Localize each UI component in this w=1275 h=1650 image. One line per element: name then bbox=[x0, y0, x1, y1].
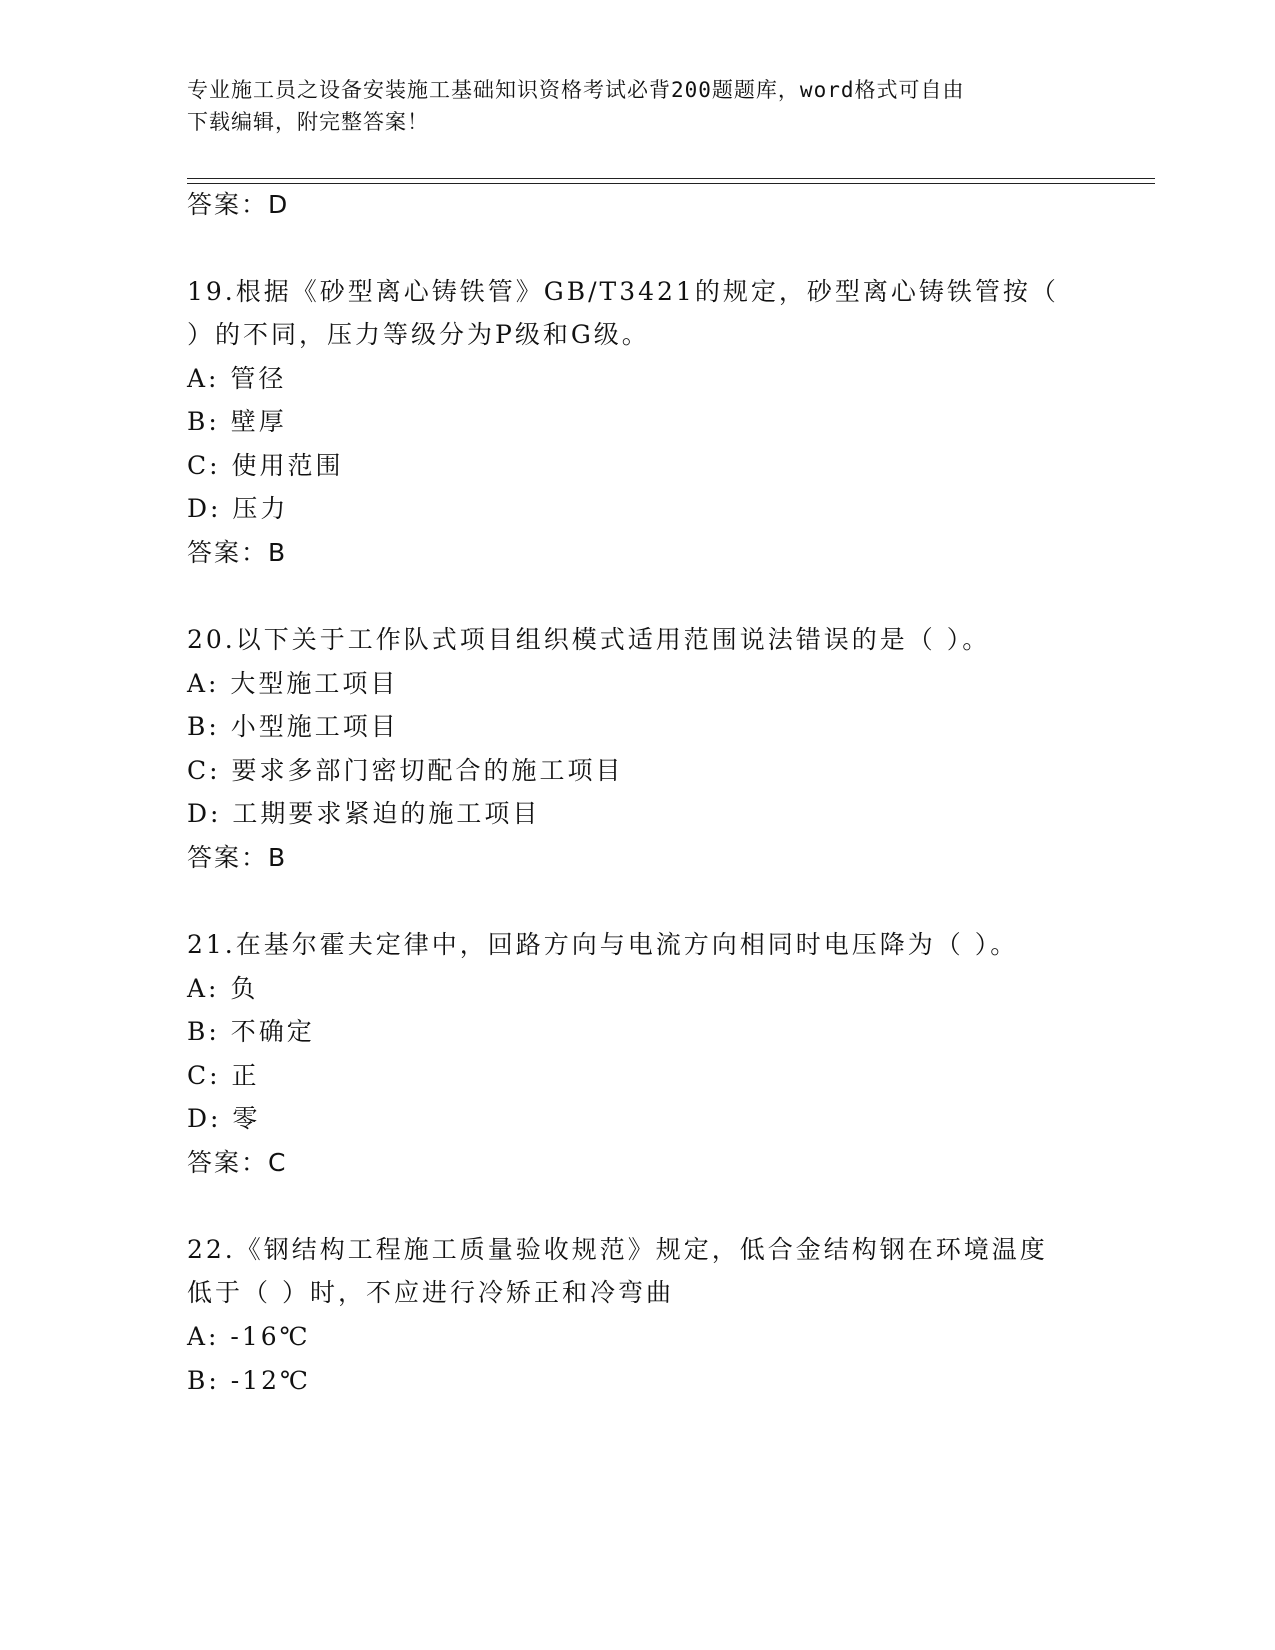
question-21-option-a: A: 负 bbox=[187, 974, 259, 1003]
question-19-option-d: D: 压力 bbox=[187, 494, 289, 523]
question-21-answer: 答案：C bbox=[187, 1148, 288, 1177]
answer-label: 答案：D bbox=[187, 190, 290, 219]
question-21-option-b: B: 不确定 bbox=[187, 1017, 315, 1046]
header-line-1: 专业施工员之设备安装施工基础知识资格考试必背200题题库，word格式可自由 bbox=[187, 78, 965, 102]
question-20-option-d: D: 工期要求紧迫的施工项目 bbox=[187, 799, 541, 828]
question-22-stem-line-1: 22.《钢结构工程施工质量验收规范》规定，低合金结构钢在环境温度 bbox=[187, 1235, 1048, 1264]
question-19-stem-line-2: ）的不同，压力等级分为P级和G级。 bbox=[187, 320, 650, 349]
question-21-stem-line-1: 21.在基尔霍夫定律中，回路方向与电流方向相同时电压降为（ ）。 bbox=[187, 930, 1019, 959]
question-20-option-a: A: 大型施工项目 bbox=[187, 669, 399, 698]
question-19-option-b: B: 壁厚 bbox=[187, 407, 287, 436]
question-22-option-a: A: -16℃ bbox=[187, 1322, 311, 1351]
header-line-2: 下载编辑，附完整答案！ bbox=[187, 110, 429, 134]
question-20-option-b: B: 小型施工项目 bbox=[187, 712, 399, 741]
question-20-option-c: C: 要求多部门密切配合的施工项目 bbox=[187, 756, 624, 785]
question-19-option-a: A: 管径 bbox=[187, 364, 287, 393]
question-22-stem-line-2: 低于（ ）时，不应进行冷矫正和冷弯曲 bbox=[187, 1278, 674, 1307]
question-20-answer: 答案：B bbox=[187, 843, 288, 872]
question-19-stem-line-1: 19.根据《砂型离心铸铁管》GB/T3421的规定，砂型离心铸铁管按（ bbox=[187, 277, 1059, 306]
question-22-option-b: B: -12℃ bbox=[187, 1366, 311, 1395]
question-21-option-c: C: 正 bbox=[187, 1061, 260, 1090]
document-header bbox=[187, 74, 1067, 138]
question-21-option-d: D: 零 bbox=[187, 1104, 261, 1133]
question-20-stem-line-1: 20.以下关于工作队式项目组织模式适用范围说法错误的是（ ）。 bbox=[187, 625, 991, 654]
header-rule-top bbox=[187, 178, 1155, 179]
header-rule-bottom bbox=[187, 183, 1155, 184]
question-19-answer: 答案：B bbox=[187, 538, 288, 567]
question-19-option-c: C: 使用范围 bbox=[187, 451, 344, 480]
